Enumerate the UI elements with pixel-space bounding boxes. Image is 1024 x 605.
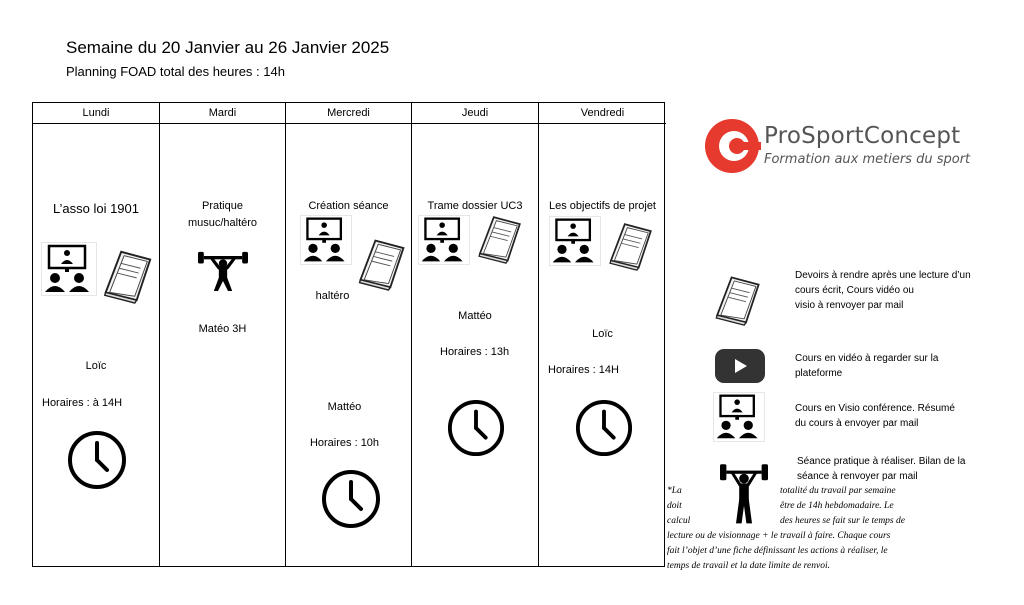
note-line: doit [667,501,682,511]
clock-icon [67,430,127,490]
day-person: Matéo 3H [198,323,247,335]
visio-icon [549,215,601,267]
day-activity-line1: Pratique [202,200,243,212]
note-line: des heures se fait sur le temps de [780,516,905,526]
weightlifter-icon [198,246,248,296]
legend-line: Cours en Visio conférence. Résumé [795,403,955,414]
day-activity: Trame dossier UC3 [427,200,523,212]
legend-line: visio à renvoyer par mail [795,300,904,311]
book-icon [709,272,765,326]
legend-weightlifter-text [797,454,965,484]
day-header: Jeudi [412,103,538,124]
day-column-mercredi [286,103,412,566]
youtube-icon [715,349,765,383]
day-person: Loïc [592,328,613,340]
day-person: Mattéo [458,310,492,322]
day-person: Loïc [85,360,107,372]
legend-line: Cours en vidéo à regarder sur la [795,353,939,364]
legend-visio-text [795,401,955,431]
note-right-words [780,484,905,529]
visio-icon [713,392,765,442]
day-activity: Création séance [308,200,389,212]
book-icon [99,246,155,304]
day-column-jeudi [412,103,539,566]
weightlifter-icon [720,461,768,525]
note-line: totalité du travail par semaine [780,486,896,496]
visio-icon [41,242,97,296]
day-header: Lundi [33,103,159,124]
day-column-lundi [33,103,160,566]
day-activity-extra: haltéro [315,290,350,302]
book-icon [354,235,408,291]
legend-line: Devoirs à rendre après une lecture d’un [795,270,971,281]
day-activity-line2: musuc/haltéro [187,217,258,229]
visio-icon [300,214,352,266]
legend-book-text [795,268,971,313]
note-line: calcul [667,516,691,526]
clock-icon [447,399,505,457]
note-left-words [667,484,690,529]
day-hours: Horaires : 14H [548,364,619,376]
day-header: Mercredi [286,103,411,124]
legend-line: séance à renvoyer par mail [797,471,918,482]
visio-icon [418,214,470,266]
legend-line: cours écrit, Cours vidéo ou [795,285,914,296]
logo-mark-icon [703,117,761,175]
schedule-table [32,102,665,567]
note-line: être de 14h hebdomadaire. Le [780,501,894,511]
page-subtitle: Planning FOAD total des heures : 14h [66,64,285,79]
page-title: Semaine du 20 Janvier au 26 Janvier 2025 [66,38,390,57]
clock-icon [575,399,633,457]
day-header: Vendredi [539,103,666,124]
book-icon [603,219,657,271]
day-hours: Horaires : 10h [309,437,380,449]
note-line: temps de travail et la date limite de renvoi. [667,561,830,571]
prosportconcept-logo [703,117,1003,177]
clock-icon [321,469,381,529]
logo-name: ProSportConcept [764,123,961,149]
note-line: *La [667,486,682,496]
day-header: Mardi [160,103,285,124]
legend-youtube-text [795,351,938,381]
day-hours: Horaires : à 14H [42,397,123,409]
day-activity: L’asso loi 1901 [52,201,139,216]
note-line: lecture ou de visionnage + le travail à faire. Chaque cours [667,531,891,541]
legend-line: du cours à envoyer par mail [795,418,919,429]
legend-line: plateforme [795,368,843,379]
day-column-mardi [160,103,286,566]
day-hours: Horaires : 13h [440,346,510,358]
legend-line: Séance pratique à réaliser. Bilan de la [797,456,966,467]
note-full-lines [667,529,890,574]
day-activity: Les objectifs de projet [548,200,656,212]
day-column-vendredi [539,103,666,566]
logo-tagline: Formation aux metiers du sport [764,152,971,167]
day-person: Mattéo [327,401,362,413]
note-line: fait l’objet d’une fiche définissant les actions à réaliser, le [667,546,888,556]
book-icon [472,212,526,264]
